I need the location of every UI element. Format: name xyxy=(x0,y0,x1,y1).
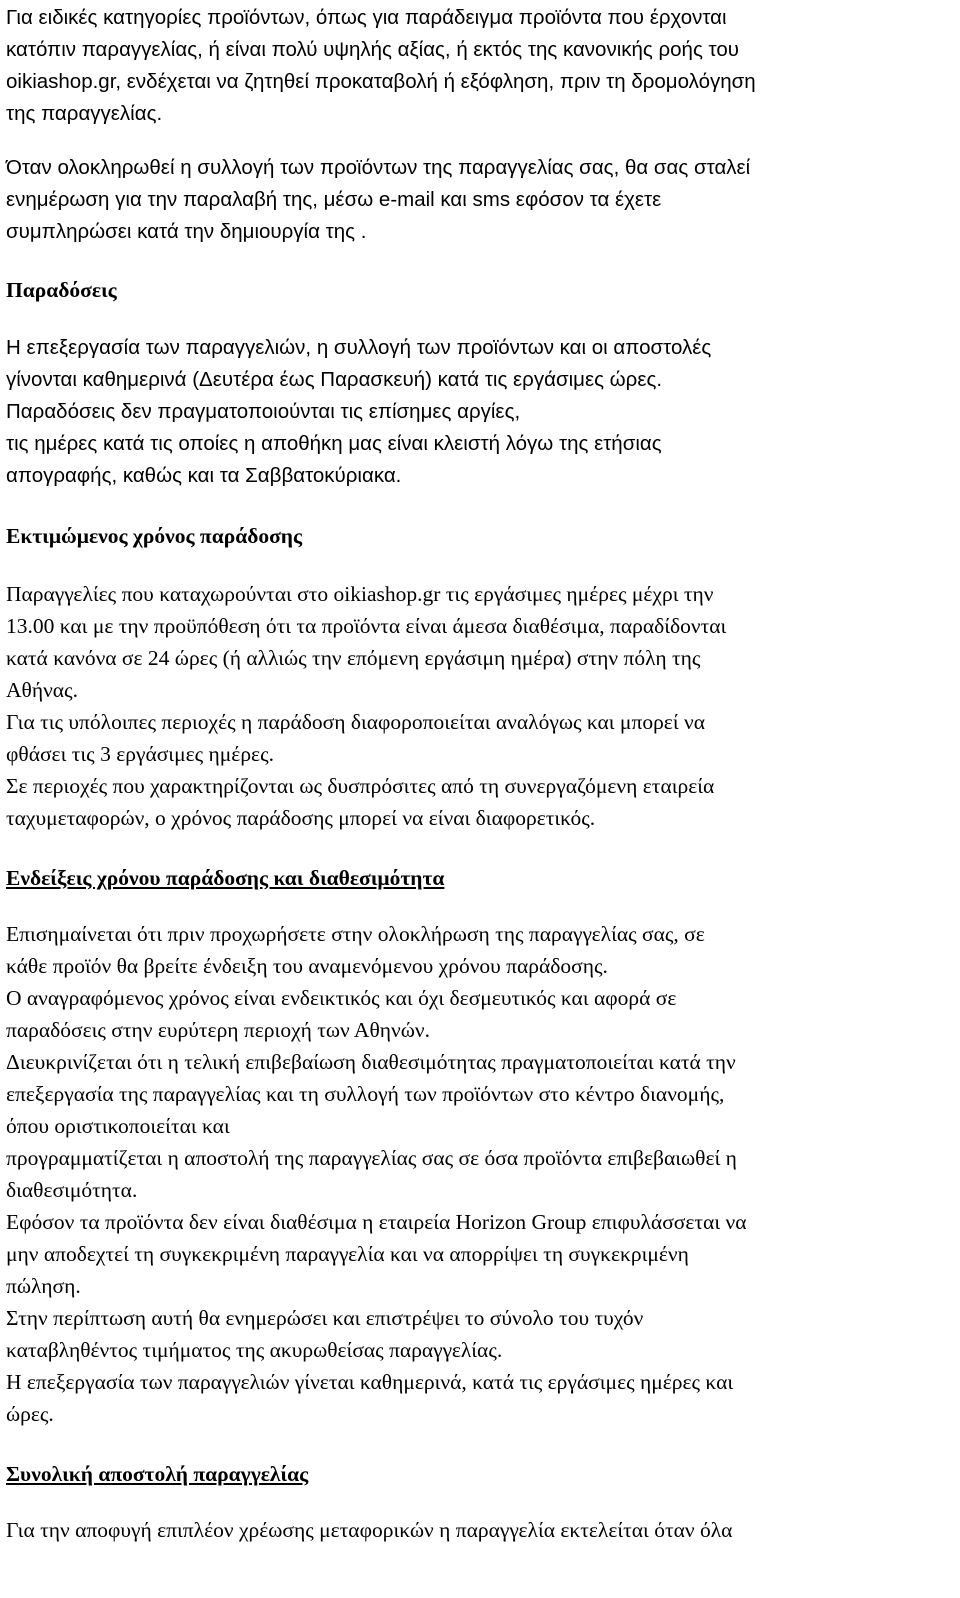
intro-line: της παραγγελίας. xyxy=(6,102,163,125)
notification-paragraph xyxy=(6,152,960,248)
indications-line: Επισημαίνεται ότι πριν προχωρήσετε στην ολοκλήρωση της παραγγελίας σας, σε xyxy=(6,922,705,946)
intro-paragraph xyxy=(6,2,960,130)
indications-line: παραδόσεις στην ευρύτερη περιοχή των Αθηνών. xyxy=(6,1018,430,1042)
indications-line: Ο αναγραφόμενος χρόνος είναι ενδεικτικός και όχι δεσμευτικός και αφορά σε xyxy=(6,986,677,1010)
indications-line: ώρες. xyxy=(6,1402,54,1426)
indications-line: κάθε προϊόν θα βρείτε ένδειξη του αναμενόμενου χρόνου παράδοσης. xyxy=(6,954,608,978)
indications-line: Εφόσον τα προϊόντα δεν είναι διαθέσιμα η εταιρεία Horizon Group επιφυλάσσεται να xyxy=(6,1210,747,1234)
indications-line: όπου οριστικοποιείται και xyxy=(6,1114,230,1138)
total-shipment-line: Για την αποφυγή επιπλέον χρέωσης μεταφορικών η παραγγελία εκτελείται όταν όλα xyxy=(6,1518,733,1542)
indications-heading: Ενδείξεις χρόνου παράδοσης και διαθεσιμότητα xyxy=(6,866,445,890)
intro-line: Για ειδικές κατηγορίες προϊόντων, όπως για παράδειγμα προϊόντα που έρχονται xyxy=(6,6,727,29)
deliveries-heading: Παραδόσεις xyxy=(6,278,117,302)
deliveries-line: Η επεξεργασία των παραγγελιών, η συλλογή των προϊόντων και οι αποστολές xyxy=(6,336,712,359)
total-shipment-section xyxy=(6,1458,960,1546)
deliveries-section xyxy=(6,274,960,492)
estimated-time-line: κατά κανόνα σε 24 ώρες (ή αλλιώς την επόμενη εργάσιμη ημέρα) στην πόλη της xyxy=(6,646,701,670)
document-page xyxy=(0,2,960,1598)
estimated-time-line: ταχυμεταφορών, ο χρόνος παράδοσης μπορεί να είναι διαφορετικός. xyxy=(6,806,596,830)
indications-line: Διευκρινίζεται ότι η τελική επιβεβαίωση διαθεσιμότητας πραγματοποιείται κατά την xyxy=(6,1050,736,1074)
estimated-time-line: 13.00 και με την προϋπόθεση ότι τα προϊόντα είναι άμεσα διαθέσιμα, παραδίδονται xyxy=(6,614,727,638)
indications-line: Στην περίπτωση αυτή θα ενημερώσει και επιστρέψει το σύνολο του τυχόν xyxy=(6,1306,644,1330)
estimated-time-line: Παραγγελίες που καταχωρούνται στο oikiashop.gr τις εργάσιμες ημέρες μέχρι την xyxy=(6,582,714,606)
notification-line: ενημέρωση για την παραλαβή της, μέσω e-mail και sms εφόσον τα έχετε xyxy=(6,188,662,211)
indications-line: μην αποδεχτεί τη συγκεκριμένη παραγγελία και να απορρίψει τη συγκεκριμένη xyxy=(6,1242,689,1266)
indications-line: καταβληθέντος τιμήματος της ακυρωθείσας παραγγελίας. xyxy=(6,1338,503,1362)
indications-line: πώληση. xyxy=(6,1274,81,1298)
total-shipment-heading: Συνολική αποστολή παραγγελίας xyxy=(6,1462,309,1486)
notification-line: συμπληρώσει κατά την δημιουργία της . xyxy=(6,220,367,243)
indications-line: προγραμματίζεται η αποστολή της παραγγελίας σας σε όσα προϊόντα επιβεβαιωθεί η xyxy=(6,1146,737,1170)
deliveries-line: γίνονται καθημερινά (Δευτέρα έως Παρασκευή) κατά τις εργάσιμες ώρες. xyxy=(6,368,663,391)
estimated-time-line: Για τις υπόλοιπες περιοχές η παράδοση διαφοροποιείται αναλόγως και μπορεί να xyxy=(6,710,705,734)
deliveries-line: τις ημέρες κατά τις οποίες η αποθήκη μας είναι κλειστή λόγω της ετήσιας xyxy=(6,432,662,455)
estimated-time-line: φθάσει τις 3 εργάσιμες ημέρες. xyxy=(6,742,274,766)
intro-line: oikiashop.gr, ενδέχεται να ζητηθεί προκαταβολή ή εξόφληση, πριν τη δρομολόγηση xyxy=(6,70,756,93)
deliveries-line: Παραδόσεις δεν πραγματοποιούνται τις επίσημες αργίες, xyxy=(6,400,521,423)
estimated-time-line: Αθήνας. xyxy=(6,678,78,702)
estimated-time-line: Σε περιοχές που χαρακτηρίζονται ως δυσπρόσιτες από τη συνεργαζόμενη εταιρεία xyxy=(6,774,715,798)
intro-line: κατόπιν παραγγελίας, ή είναι πολύ υψηλής αξίας, ή εκτός της κανονικής ροής του xyxy=(6,38,739,61)
indications-line: διαθεσιμότητα. xyxy=(6,1178,138,1202)
indications-line: Η επεξεργασία των παραγγελιών γίνεται καθημερινά, κατά τις εργάσιμες ημέρες και xyxy=(6,1370,734,1394)
deliveries-line: απογραφής, καθώς και τα Σαββατοκύριακα. xyxy=(6,464,402,487)
notification-line: Όταν ολοκληρωθεί η συλλογή των προϊόντων της παραγγελίας σας, θα σας σταλεί xyxy=(6,156,751,179)
indications-line: επεξεργασία της παραγγελίας και τη συλλογή των προϊόντων στο κέντρο διανομής, xyxy=(6,1082,725,1106)
estimated-time-heading: Εκτιμώμενος χρόνος παράδοσης xyxy=(6,524,303,548)
indications-section xyxy=(6,862,960,1430)
estimated-time-section xyxy=(6,520,960,834)
